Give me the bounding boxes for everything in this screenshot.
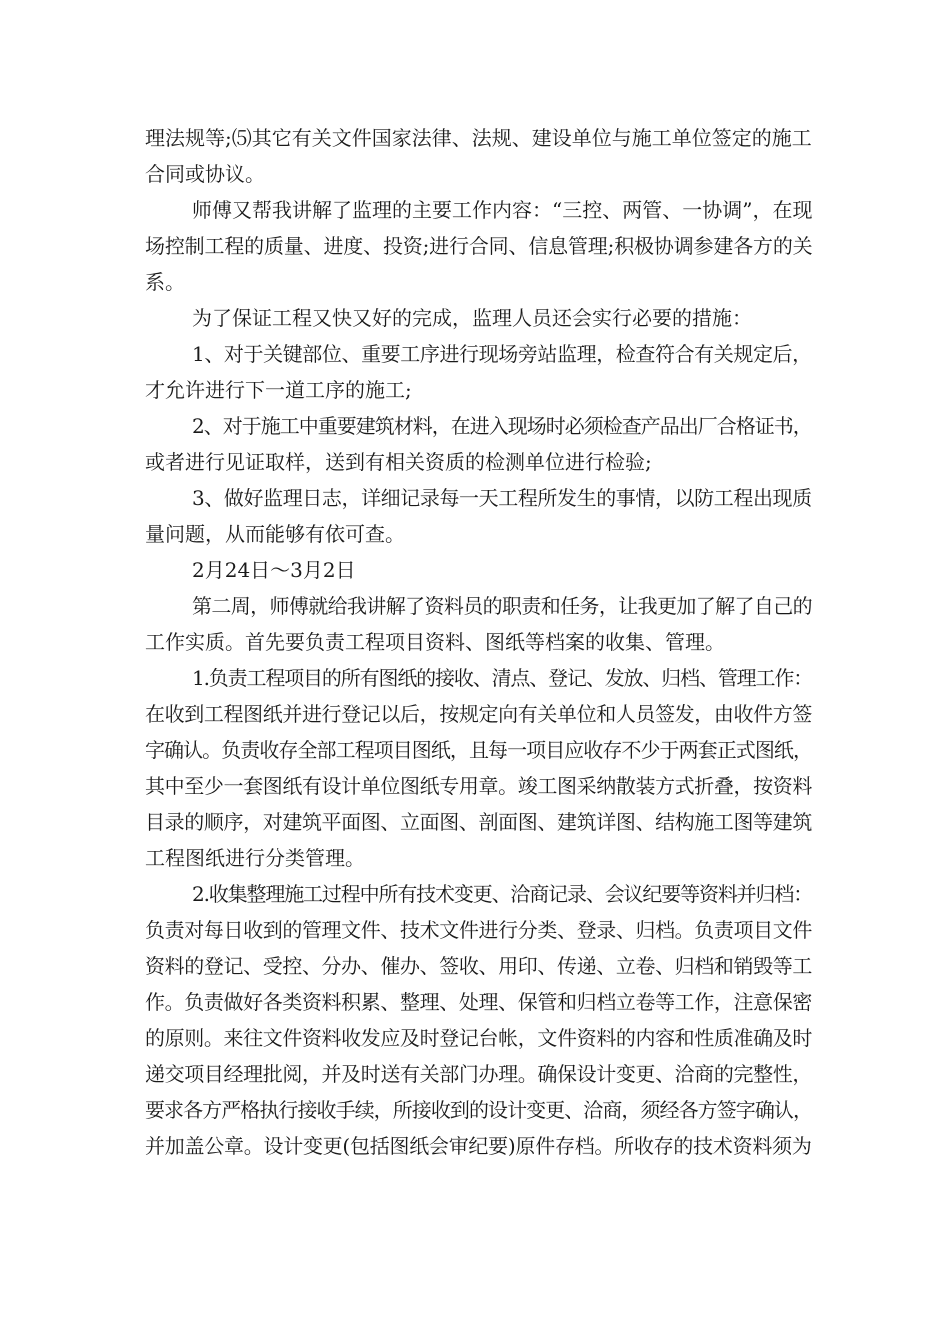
text-line: 递交项目经理批阅，并及时送有关部门办理。确保设计变更、洽商的完整性， (145, 1062, 813, 1086)
text-line: 2.收集整理施工过程中所有技术变更、洽商记录、会议纪要等资料并归档： (192, 882, 813, 906)
text-line: 合同或协议。 (145, 162, 265, 186)
text-line: 的原则。来往文件资料收发应及时登记台帐，文件资料的内容和性质准确及时 (145, 1026, 813, 1050)
text-line: 负责对每日收到的管理文件、技术文件进行分类、登录、归档。负责项目文件 (145, 918, 813, 942)
text-line: 理法规等;⑸其它有关文件国家法律、法规、建设单位与施工单位签定的施工 (145, 126, 812, 150)
text-line: 场控制工程的质量、进度、投资;进行合同、信息管理;积极协调参建各方的关 (145, 234, 813, 258)
text-line: 1、对于关键部位、重要工序进行现场旁站监理，检查符合有关规定后， (192, 342, 812, 366)
text-line: 要求各方严格执行接收手续，所接收到的设计变更、洽商，须经各方签字确认， (145, 1098, 812, 1122)
text-line: 或者进行见证取样，送到有相关资质的检测单位进行检验; (145, 450, 652, 474)
text-line: 1.负责工程项目的所有图纸的接收、清点、登记、发放、归档、管理工作： (192, 666, 813, 690)
text-line: 第二周，师傅就给我讲解了资料员的职责和任务，让我更加了解了自己的 (192, 594, 812, 618)
text-line: 工程图纸进行分类管理。 (145, 846, 365, 870)
text-line: 2、对于施工中重要建筑材料，在进入现场时必须检查产品出厂合格证书， (192, 414, 812, 438)
text-line: 目录的顺序，对建筑平面图、立面图、剖面图、建筑详图、结构施工图等建筑 (145, 810, 813, 834)
date-range-heading: 2月24日～3月2日 (192, 558, 356, 582)
text-line: 工作实质。首先要负责工程项目资料、图纸等档案的收集、管理。 (145, 630, 725, 654)
text-line: 资料的登记、受控、分办、催办、签收、用印、传递、立卷、归档和销毁等工 (145, 954, 813, 978)
text-line: 师傅又帮我讲解了监理的主要工作内容：“三控、两管、一协调”，在现 (192, 198, 813, 222)
text-line: 在收到工程图纸并进行登记以后，按规定向有关单位和人员签发，由收件方签 (145, 702, 813, 726)
text-line: 才允许进行下一道工序的施工; (145, 378, 412, 402)
text-line: 并加盖公章。设计变更(包括图纸会审纪要)原件存档。所收存的技术资料须为 (145, 1134, 812, 1158)
text-line: 为了保证工程又快又好的完成，监理人员还会实行必要的措施： (192, 306, 752, 330)
text-line: 作。负责做好各类资料积累、整理、处理、保管和归档立卷等工作，注意保密 (145, 990, 813, 1014)
text-line: 其中至少一套图纸有设计单位图纸专用章。竣工图采纳散装方式折叠，按资料 (145, 774, 813, 798)
text-line: 量问题，从而能够有依可查。 (145, 522, 405, 546)
text-line: 系。 (145, 270, 185, 294)
text-line: 字确认。负责收存全部工程项目图纸，且每一项目应收存不少于两套正式图纸， (145, 738, 812, 762)
text-line: 3、做好监理日志，详细记录每一天工程所发生的事情，以防工程出现质 (192, 486, 812, 510)
